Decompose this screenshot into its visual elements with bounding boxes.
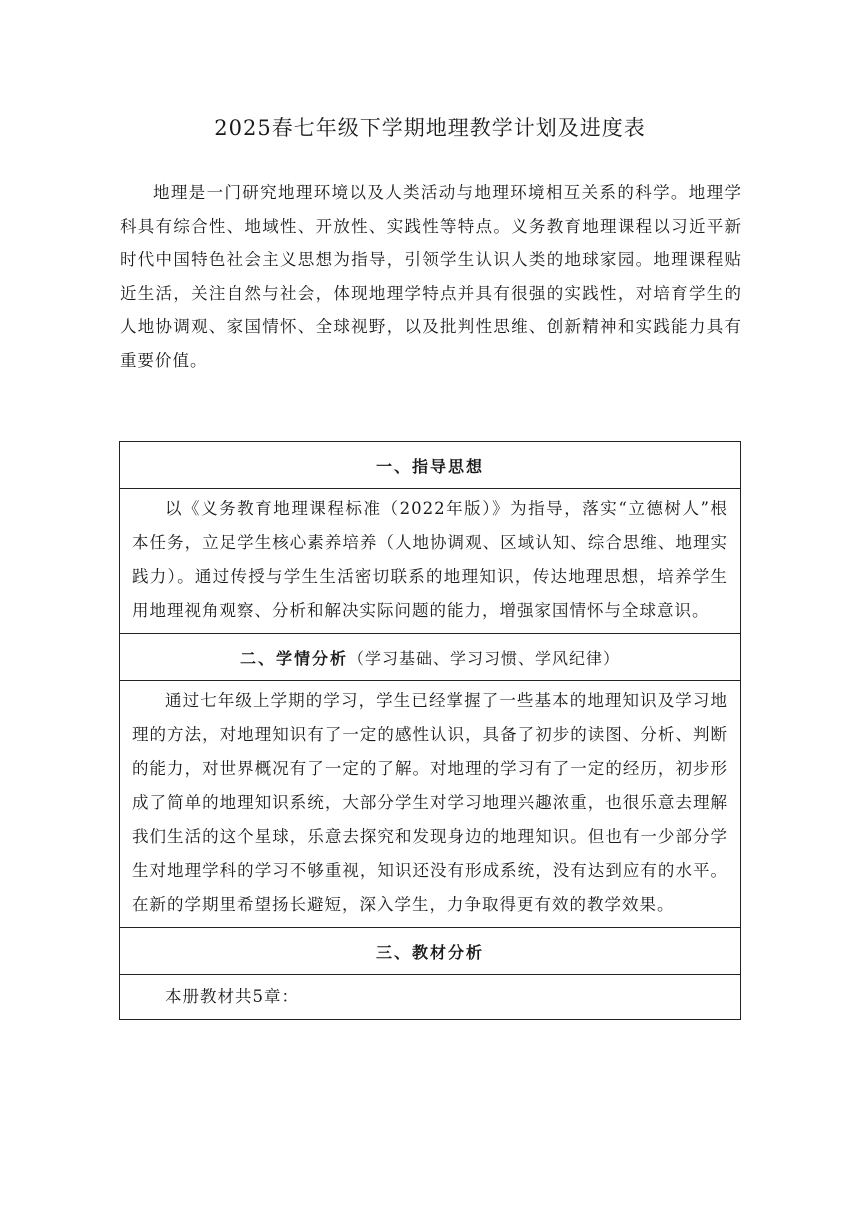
table-row	[120, 681, 741, 928]
section-body-student-analysis: 通过七年级上学期的学习，学生已经掌握了一些基本的地理知识及学习地理的方法，对地理知识有了一定的感性认识，具备了初步的读图、分析、判断的能力，对世界概况有了一定的了解。对地理的学习有了一定的经历，初步形成了简单的地理知识系统，大部分学生对学习地理兴趣浓重，也很乐意去理解我们生活的这个星球，乐意去探究和发现身边的地理知识。但也有一少部分学生对地理学科的学习不够重视，知识还没有形成系统，没有达到应有的水平。在新的学期里希望扬长避短，深入学生，力争取得更有效的教学效果。	[120, 681, 741, 928]
document-title: 2025春七年级下学期地理教学计划及进度表	[214, 116, 646, 140]
table-row	[120, 928, 741, 975]
table-row	[120, 442, 741, 489]
section-heading-textbook-analysis	[120, 928, 741, 975]
table-row	[120, 634, 741, 681]
table-row	[120, 489, 741, 634]
plan-table	[119, 441, 741, 1020]
section-heading-student-analysis	[120, 634, 741, 681]
section-heading-guiding-ideology	[120, 442, 741, 489]
section-heading-text: 一、指导思想	[375, 456, 484, 476]
section-body-guiding-ideology: 以《义务教育地理课程标准（2022年版）》为指导，落实“立德树人”根本任务，立足学生核心素养培养（人地协调观、区域认知、综合思维、地理实践力）。通过传授与学生生活密切联系的地理知识，传达地理思想，培养学生用地理视角观察、分析和解决实际问题的能力，增强家国情怀与全球意识。	[120, 489, 741, 634]
section-heading-text: 三、教材分析	[375, 942, 484, 962]
table-row	[120, 975, 741, 1020]
section-body-textbook-analysis: 本册教材共5章：	[120, 975, 741, 1020]
section-heading-text: 二、学情分析	[239, 648, 348, 668]
intro-paragraph: 地理是一门研究地理环境以及人类活动与地理环境相互关系的科学。地理学科具有综合性、地域性、开放性、实践性等特点。义务教育地理课程以习近平新时代中国特色社会主义思想为指导，引领学生认识人类的地球家园。地理课程贴近生活，关注自然与社会，体现地理学特点并具有很强的实践性，对培育学生的人地协调观、家国情怀、全球视野，以及批判性思维、创新精神和实践能力具有重要价值。	[120, 183, 742, 370]
section-heading-note: （学习基础、学习习惯、学风纪律）	[348, 648, 621, 668]
